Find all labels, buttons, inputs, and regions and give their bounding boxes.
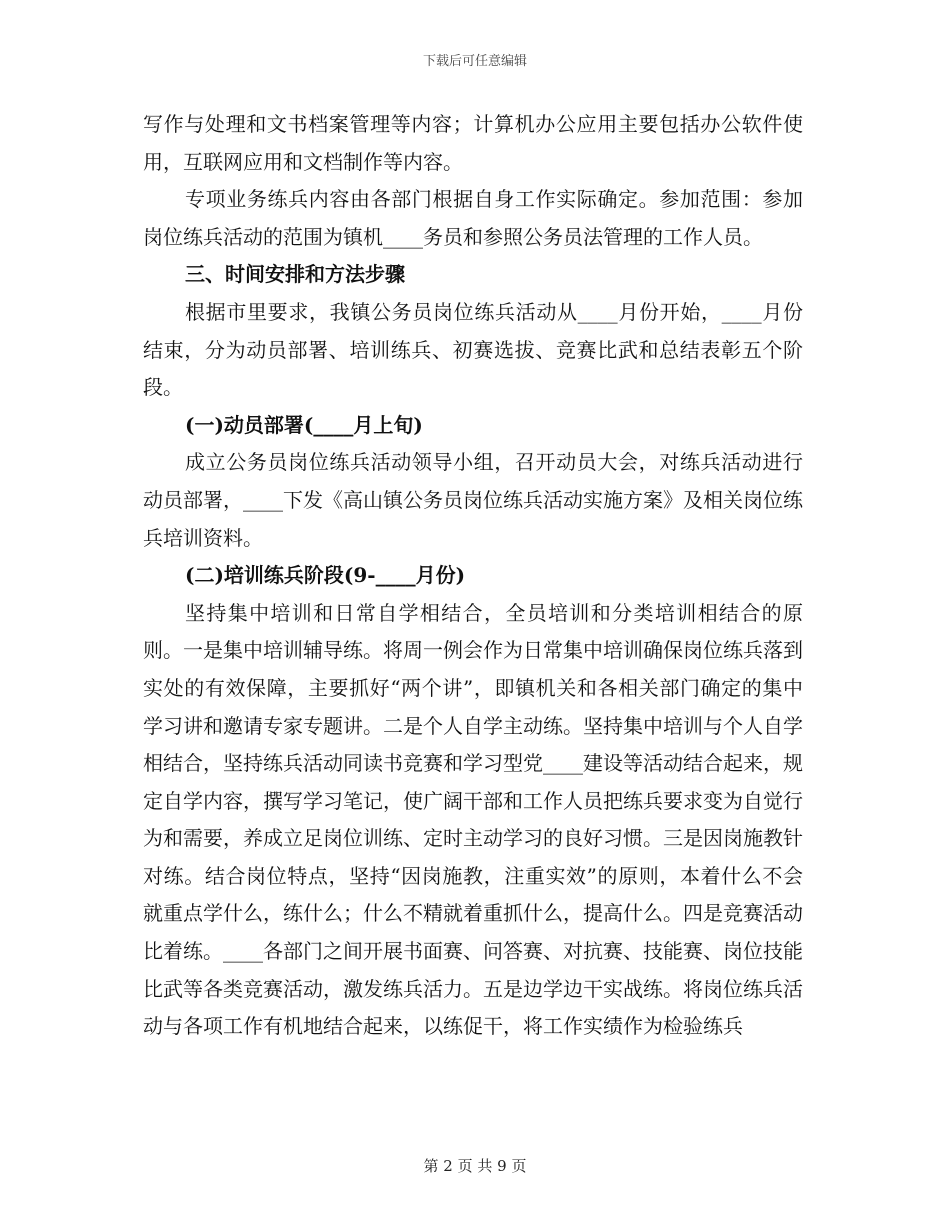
page-number: 第 2 页 共 9 页 [423,1157,527,1175]
subsection-heading: (二)培训练兵阶段(9-____月份) [185,563,466,588]
section-heading: 三、时间安排和方法步骤 [185,262,405,287]
page-header: 下载后可任意编辑 [422,54,527,69]
body-paragraph: 坚持集中培训和日常自学相结合，全员培训和分类培训相结合的原则。一是集中培训辅导练。将周一例会作为日常集中培训确保岗位练兵落到实处的有效保障，主要抓好“两个讲”，即镇机关和各相关部门确定的集中学习讲和邀请专家专题讲。二是个人自学主动练。坚持集中培训与个人自学相结合，坚持练兵活动同读书竞赛和学习型党____建设等活动结合起来，规定自学内容，撰写学习笔记，使广阔干部和工作人员把练兵要求变为自觉行为和需要，养成立足岗位训练、定时主动学习的良好习惯。三是因岗施教针对练。结合岗位特点，坚持“因岗施教，注重实效”的原则，本着什么不会就重点学什么，练什么；什么不精就着重抓什么，提高什么。四是竞赛活动比着练。____各部门之间开展书面赛、问答赛、对抗赛、技能赛、岗位技能比武等各类竞赛活动，激发练兵活力。五是边学边干实战练。将岗位练兵活动与各项工作有机地结合起来，以练促干，将工作实绩作为检验练兵 [143,600,803,1039]
body-paragraph: 根据市里要求，我镇公务员岗位练兵活动从____月份开始，____月份结束，分为动员部署、培训练兵、初赛选拔、竞赛比武和总结表彰五个阶段。 [143,299,803,400]
body-paragraph: 成立公务员岗位练兵活动领导小组，召开动员大会，对练兵活动进行动员部署，____下发《高山镇公务员岗位练兵活动实施方案》及相关岗位练兵培训资料。 [143,450,803,550]
subsection-heading: (一)动员部署(____月上旬) [185,412,423,437]
body-paragraph: 专项业务练兵内容由各部门根据自身工作实际确定。参加范围：参加岗位练兵活动的范围为镇机____务员和参照公务员法管理的工作人员。 [143,187,803,249]
document-body [143,106,803,1046]
body-paragraph: 写作与处理和文书档案管理等内容；计算机办公应用主要包括办公软件使用，互联网应用和文档制作等内容。 [143,112,803,174]
